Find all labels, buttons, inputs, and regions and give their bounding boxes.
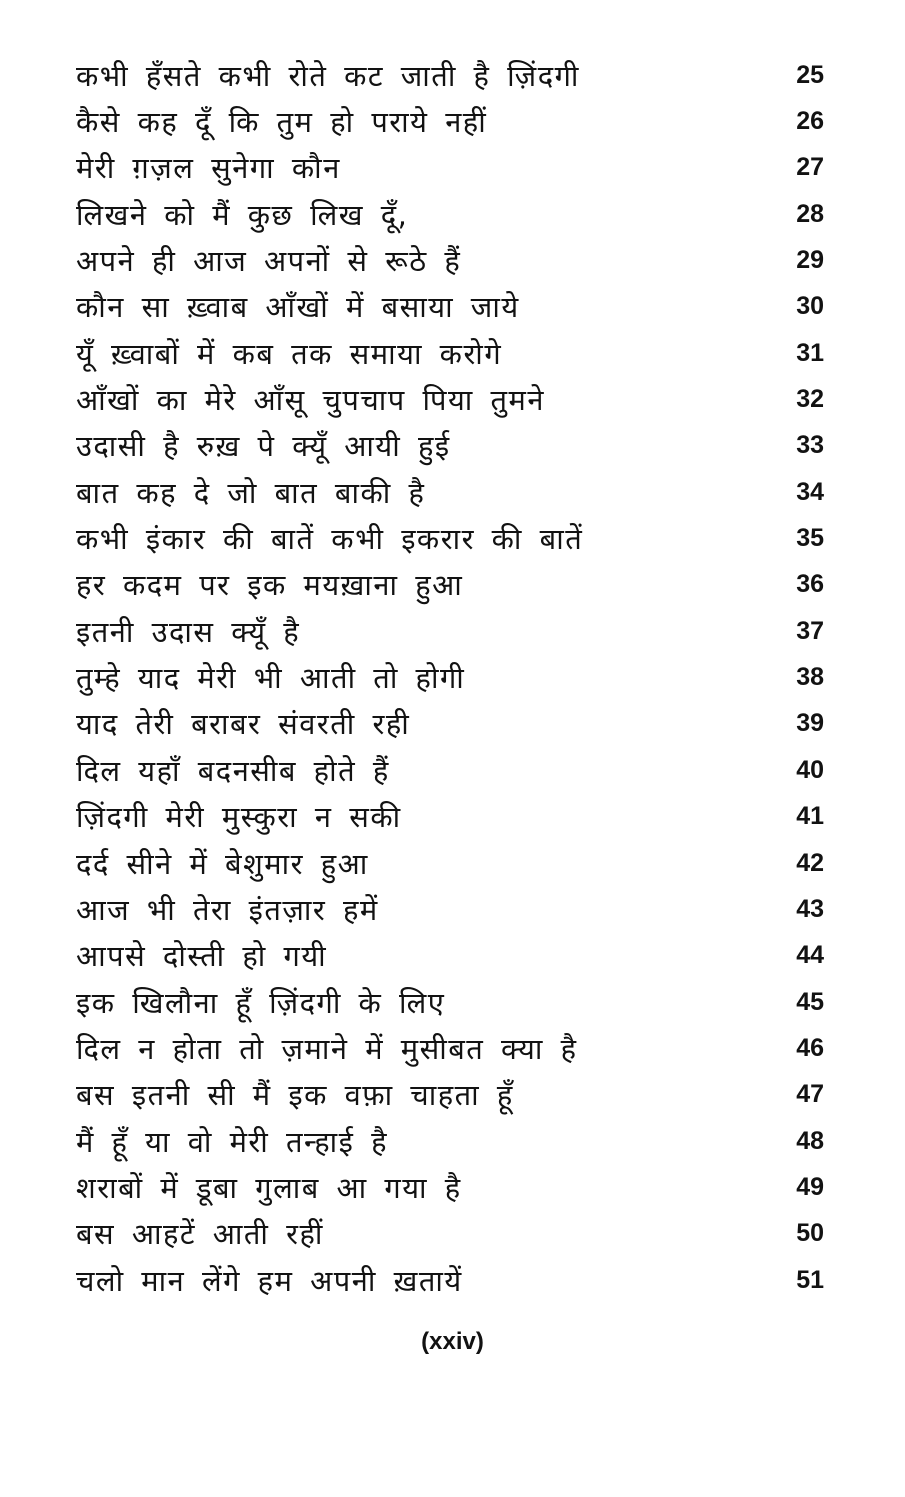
toc-entry-title: दिल न होता तो ज़माने में मुसीबत क्या है [76, 1031, 578, 1066]
toc-entry-title: अपने ही आज अपनों से रूठे हैं [76, 244, 462, 279]
page-folio: (xxiv) [421, 1328, 484, 1355]
toc-entry [76, 191, 824, 237]
toc-entry [76, 145, 824, 191]
toc-entry [76, 1164, 824, 1210]
toc-entry [76, 98, 824, 144]
toc-entry-page-number: 44 [796, 941, 824, 970]
toc-entry-title: इक खिलौना हूँ ज़िंदगी के लिए [76, 985, 446, 1020]
toc-entry-title: ज़िंदगी मेरी मुस्कुरा न सकी [76, 800, 402, 835]
toc-entry [76, 1118, 824, 1164]
toc-entry-title: लिखने को मैं कुछ लिख दूँ, [76, 197, 409, 232]
toc-entry [76, 469, 824, 515]
toc-entry-title: आँखों का मेरे आँसू चुपचाप पिया तुमने [76, 383, 545, 418]
toc-entry-title: दर्द सीने में बेशुमार हुआ [76, 846, 369, 881]
toc-entry-page-number: 39 [796, 709, 824, 738]
toc-entry-page-number: 45 [796, 987, 824, 1016]
toc-entry-page-number: 31 [796, 338, 824, 367]
toc-entry-page-number: 25 [796, 60, 824, 89]
toc-entry-title: इतनी उदास क्यूँ है [76, 614, 301, 649]
toc-entry [76, 515, 824, 561]
toc-entry-page-number: 41 [796, 802, 824, 831]
toc-entry-page-number: 49 [796, 1172, 824, 1201]
toc-entry [76, 1257, 824, 1303]
toc-entry-page-number: 36 [796, 570, 824, 599]
toc-entry-page-number: 46 [796, 1033, 824, 1062]
toc-entry-title: बात कह दे जो बात बाकी है [76, 475, 426, 510]
toc-entry-page-number: 27 [796, 153, 824, 182]
toc-entry [76, 701, 824, 747]
toc-entry-page-number: 34 [796, 477, 824, 506]
toc-entry-title: मैं हूँ या वो मेरी तन्हाई है [76, 1124, 388, 1159]
toc-entry [76, 840, 824, 886]
toc-entry-title: कभी हँसते कभी रोते कट जाती है ज़िंदगी [76, 58, 580, 93]
toc-entry-page-number: 35 [796, 524, 824, 553]
toc-entry-title: कैसे कह दूँ कि तुम हो पराये नहीं [76, 105, 488, 140]
toc-entry-title: यूँ ख़्वाबों में कब तक समाया करोगे [76, 336, 503, 371]
toc-entry-page-number: 42 [796, 848, 824, 877]
toc-entry [76, 933, 824, 979]
toc-entry-page-number: 47 [796, 1080, 824, 1109]
table-of-contents [76, 52, 824, 1303]
toc-entry-page-number: 28 [796, 199, 824, 228]
toc-entry-title: आपसे दोस्ती हो गयी [76, 939, 328, 974]
toc-entry-page-number: 32 [796, 385, 824, 414]
toc-entry [76, 284, 824, 330]
toc-entry-title: बस इतनी सी मैं इक वफ़ा चाहता हूँ [76, 1078, 514, 1113]
toc-entry [76, 52, 824, 98]
toc-entry-title: तुम्हे याद मेरी भी आती तो होगी [76, 661, 466, 696]
toc-entry-title: शराबों में डूबा गुलाब आ गया है [76, 1170, 462, 1205]
toc-entry-page-number: 38 [796, 663, 824, 692]
toc-entry [76, 608, 824, 654]
toc-entry [76, 886, 824, 932]
toc-entry [76, 979, 824, 1025]
toc-entry [76, 1211, 824, 1257]
toc-entry-page-number: 37 [796, 616, 824, 645]
toc-entry [76, 376, 824, 422]
toc-entry-page-number: 48 [796, 1126, 824, 1155]
toc-entry [76, 794, 824, 840]
toc-entry [76, 1025, 824, 1071]
toc-entry-title: हर कदम पर इक मयख़ाना हुआ [76, 568, 464, 603]
toc-entry-title: याद तेरी बराबर संवरती रही [76, 707, 411, 742]
toc-entry [76, 330, 824, 376]
toc-entry-title: मेरी ग़ज़ल सुनेगा कौन [76, 151, 341, 186]
toc-entry-title: उदासी है रुख़ पे क्यूँ आयी हुई [76, 429, 451, 464]
toc-entry-page-number: 29 [796, 246, 824, 275]
toc-entry [76, 237, 824, 283]
toc-entry-title: बस आहटें आती रहीं [76, 1217, 324, 1252]
toc-entry-title: चलो मान लेंगे हम अपनी ख़तायें [76, 1263, 463, 1298]
toc-entry-title: कौन सा ख़्वाब आँखों में बसाया जाये [76, 290, 520, 325]
toc-entry [76, 654, 824, 700]
toc-entry-page-number: 26 [796, 107, 824, 136]
toc-entry-page-number: 30 [796, 292, 824, 321]
toc-entry [76, 1072, 824, 1118]
toc-entry-title: दिल यहाँ बदनसीब होते हैं [76, 753, 390, 788]
toc-entry-page-number: 50 [796, 1219, 824, 1248]
toc-entry [76, 562, 824, 608]
toc-entry [76, 423, 824, 469]
toc-entry-title: आज भी तेरा इंतज़ार हमें [76, 892, 379, 927]
toc-entry-page-number: 51 [796, 1265, 824, 1294]
toc-entry-page-number: 40 [796, 755, 824, 784]
toc-entry-page-number: 43 [796, 894, 824, 923]
toc-entry-title: कभी इंकार की बातें कभी इकरार की बातें [76, 522, 584, 557]
toc-entry-page-number: 33 [796, 431, 824, 460]
toc-entry [76, 747, 824, 793]
